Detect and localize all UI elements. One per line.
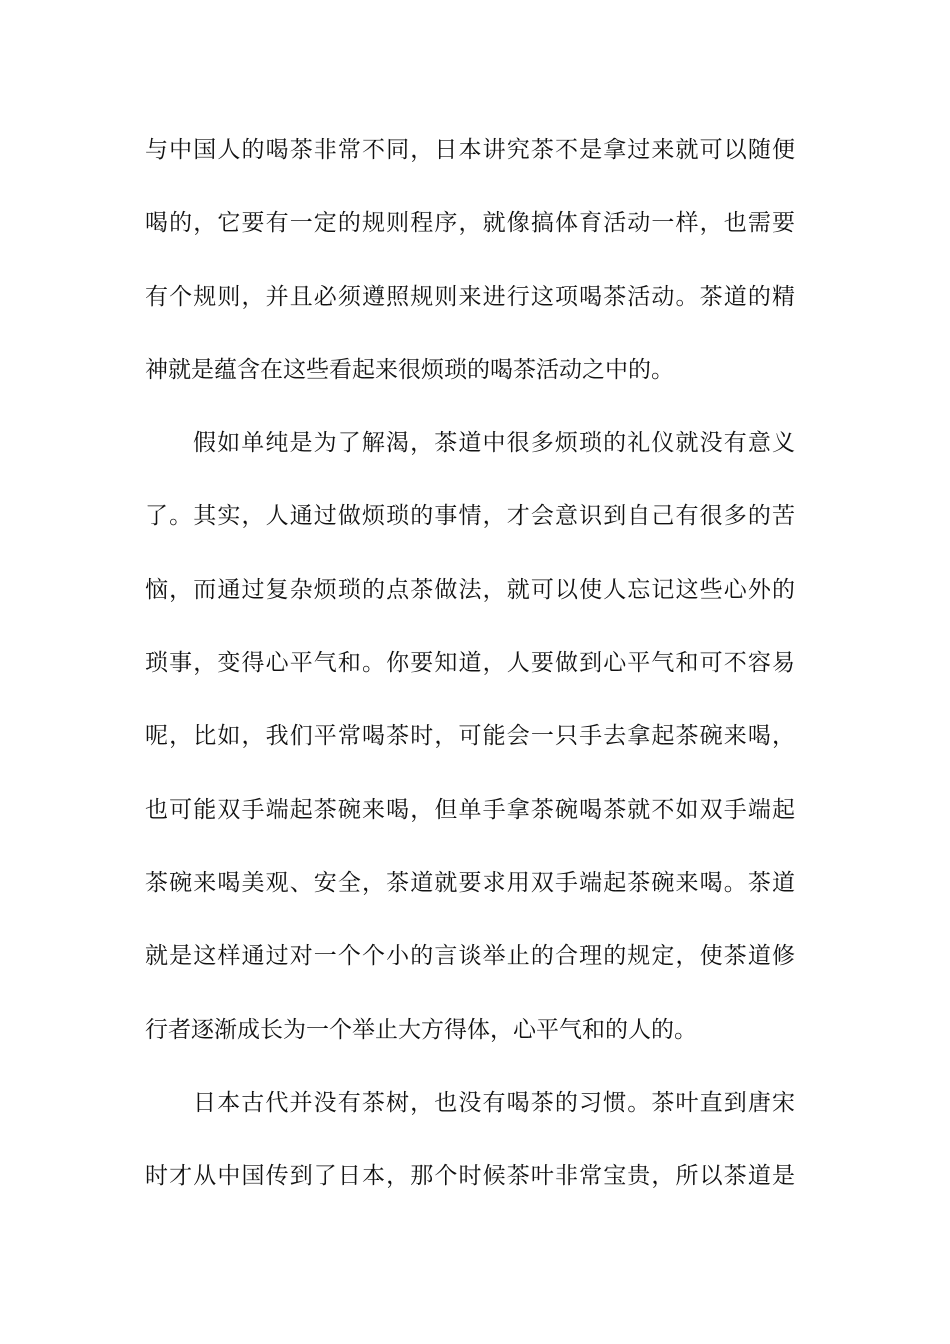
paragraph-2-line-5: 呢，比如，我们平常喝茶时，可能会一只手去拿起茶碗来喝， <box>145 723 795 750</box>
paragraph-1-line-3: 有个规则，并且必须遵照规则来进行这项喝茶活动。茶道的精 <box>145 283 795 310</box>
paragraph-1-line-1: 与中国人的喝茶非常不同，日本讲究茶不是拿过来就可以随便 <box>145 137 795 163</box>
paragraph-2-line-4: 琐事，变得心平气和。你要知道，人要做到心平气和可不容易 <box>145 650 795 677</box>
body-text <box>145 127 795 1226</box>
paragraph-1-line-4: 神就是蕴含在这些看起来很烦琐的喝茶活动之中的。 <box>145 356 674 383</box>
paragraph-3-line-1: 日本古代并没有茶树，也没有喝茶的习惯。茶叶直到唐宋 <box>193 1089 795 1116</box>
paragraph-3-line-2: 时才从中国传到了日本，那个时候茶叶非常宝贵，所以茶道是 <box>145 1163 795 1190</box>
paragraph-2-line-2: 了。其实，人通过做烦琐的事情，才会意识到自己有很多的苦 <box>145 503 795 530</box>
paragraph-1-line-2: 喝的，它要有一定的规则程序，就像搞体育活动一样，也需要 <box>145 210 795 237</box>
paragraph-2-line-6: 也可能双手端起茶碗来喝，但单手拿茶碗喝茶就不如双手端起 <box>145 796 795 823</box>
paragraph-2-line-8: 就是这样通过对一个个小的言谈举止的合理的规定，使茶道修 <box>145 943 795 970</box>
paragraph-2-line-7: 茶碗来喝美观、安全，茶道就要求用双手端起茶碗来喝。茶道 <box>145 869 795 896</box>
paragraph-2-line-1: 假如单纯是为了解渴，茶道中很多烦琐的礼仪就没有意义 <box>193 430 795 457</box>
paragraph-2-line-9: 行者逐渐成长为一个举止大方得体，心平气和的人的。 <box>145 1016 697 1043</box>
paragraph-2-line-3: 恼，而通过复杂烦琐的点茶做法，就可以使人忘记这些心外的 <box>145 576 795 603</box>
